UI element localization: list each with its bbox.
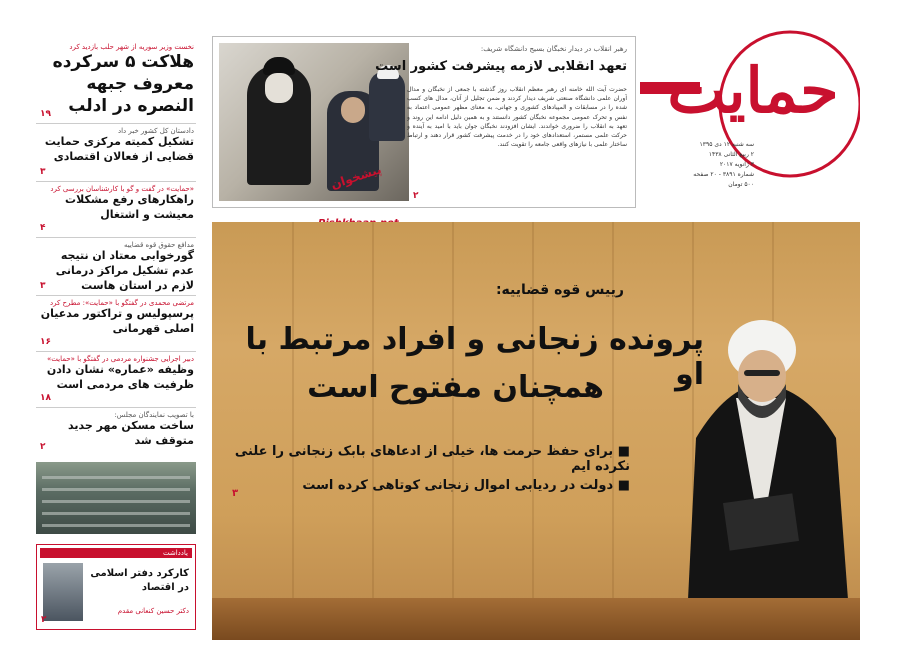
- story-headline: وظیفه «عماره» نشان دادن ظرفیت های مردمی است: [46, 363, 194, 391]
- story-headline: راهکارهای رفع مشکلات معیشت و اشتغال: [65, 193, 194, 221]
- page-number: ۲: [41, 615, 47, 625]
- main-bullet-1: ■ برای حفظ حرمت ها، خیلی از ادعاهای بابک زنجانی را علنی نکرده ایم: [234, 444, 630, 474]
- page-number: ۴: [40, 223, 46, 233]
- author-photo: [43, 563, 83, 621]
- page-number: ۲: [40, 442, 46, 452]
- story-kicker: نخست وزیر سوریه از شهر حلب بازدید کرد: [69, 43, 194, 51]
- story-headline: هلاکت ۵ سرکرده معروف جبهه النصره در ادلب: [52, 52, 194, 117]
- editorial-note[interactable]: [36, 544, 196, 630]
- date-persian: سه شنبه ۱۲ دی ۱۳۹۵: [699, 141, 754, 148]
- date-hijri: ۲ ربیع الثانی ۱۴۳۸: [708, 151, 754, 158]
- story-kicker: «حمایت» در گفت و گو با کارشناسان بررسی کرد: [50, 185, 194, 193]
- main-headline-line1: پرونده زنجانی و افراد مرتبط با او: [245, 322, 704, 392]
- masthead-logo[interactable]: حمایت: [667, 54, 839, 127]
- story-headline: پرسپولیس و تراکتور مدعیان اصلی قهرمانی: [40, 307, 194, 335]
- top-story-body: حضرت آیت الله خامنه ای رهبر معظم انقلاب روز گذشته با جمعی از نخبگان و مدال آوران علمی دانشگاه صنعتی شریف دیدار کردند و ضمن تجلیل از آنان، مدال های کسب شده را در مسابقات و المپیادهای کشوری و جهانی، به معنای مظهر عمومی اعتماد به نفس و تحرک عمومی مجموعه نخبگان کشور دانستند و به همین دلیل ادامه این روند و تعهد به انقلاب را ضروری خواندند. ایشان افزودند نخبگان جوان باید با امید به آینده و حرکت علمی مستمر، استعدادهای خود را در خدمت پیشرفت کشور قرار دهند و ارتباط ساختار علمی با نیازهای واقعی جامعه را تقویت کنند.: [407, 86, 627, 149]
- page-number: ۳: [232, 488, 239, 499]
- story-kicker: دادستان کل کشور خبر داد: [117, 127, 194, 135]
- price: ۵۰۰ تومان: [728, 181, 754, 188]
- left-story-2[interactable]: [36, 182, 196, 238]
- page-number: ۱۶: [40, 337, 51, 347]
- issue-meta: [644, 140, 754, 190]
- page-number: ۱۸: [40, 393, 51, 403]
- note-author: دکتر حسین کنعانی مقدم: [117, 607, 189, 615]
- page-number: ۲: [413, 191, 419, 201]
- judiciary-chief-photo: [666, 288, 856, 640]
- left-story-6[interactable]: [36, 408, 196, 456]
- note-tag: یادداشت: [40, 548, 192, 558]
- note-title: کارکرد دفتر اسلامی در اقتصاد: [90, 568, 189, 593]
- top-story-headline: تعهد انقلابی لازمه پیشرفت کشور است: [375, 59, 627, 74]
- page-number: ۱۹: [40, 109, 51, 119]
- story-headline: تشکیل کمیته مرکزی حمایت قضایی از فعالان اقتصادی: [44, 135, 194, 163]
- watermark-logo: پیشخوان: [329, 162, 384, 192]
- bullet-text: دولت در ردیابی اموال زنجانی کوتاهی کرده است: [302, 478, 614, 493]
- left-story-5[interactable]: [36, 352, 196, 408]
- story-headline: گورخوابی معتاد ان نتیجه عدم تشکیل مراکز درمانی لازم در استان هاست: [55, 249, 194, 292]
- story-kicker: دبیر اجرایی جشنواره مردمی در گفتگو با «حمایت»: [46, 355, 194, 363]
- issue-number: شماره ۳۸۹۱ - ۲۰ صفحه: [693, 171, 754, 178]
- left-story-3[interactable]: [36, 238, 196, 296]
- parliament-photo: [36, 462, 196, 534]
- lead-left-story[interactable]: [36, 40, 196, 124]
- story-headline: ساخت مسکن مهر جدید متوقف شد: [68, 419, 194, 447]
- main-headline-line2: همچنان مفتوح است: [307, 370, 604, 405]
- podium: [212, 598, 860, 640]
- story-kicker: با تصویب نمایندگان مجلس:: [114, 411, 194, 419]
- page-number: ۳: [40, 167, 46, 177]
- date-gregorian: ۳ ژانویه ۲۰۱۷: [719, 161, 754, 168]
- left-story-1[interactable]: [36, 124, 196, 182]
- main-story[interactable]: [212, 222, 860, 640]
- top-story[interactable]: [212, 36, 636, 208]
- left-story-4[interactable]: [36, 296, 196, 352]
- left-news-column: [36, 40, 196, 640]
- page-number: ۳: [40, 281, 46, 291]
- bullet-text: برای حفظ حرمت ها، خیلی از ادعاهای بابک زنجانی را علنی نکرده ایم: [234, 444, 630, 474]
- story-kicker: مرتضی محمدی در گفتگو با «حمایت»: مطرح کرد: [50, 299, 194, 307]
- story-kicker: مدافع حقوق قوه قضاییه: [123, 241, 194, 249]
- top-story-kicker: رهبر انقلاب در دیدار نخبگان بسیج دانشگاه شریف:: [480, 45, 627, 53]
- main-story-kicker: رییس قوه قضاییه:: [495, 282, 624, 298]
- main-bullet-2: ■ دولت در ردیابی اموال زنجانی کوتاهی کرده است: [302, 478, 630, 493]
